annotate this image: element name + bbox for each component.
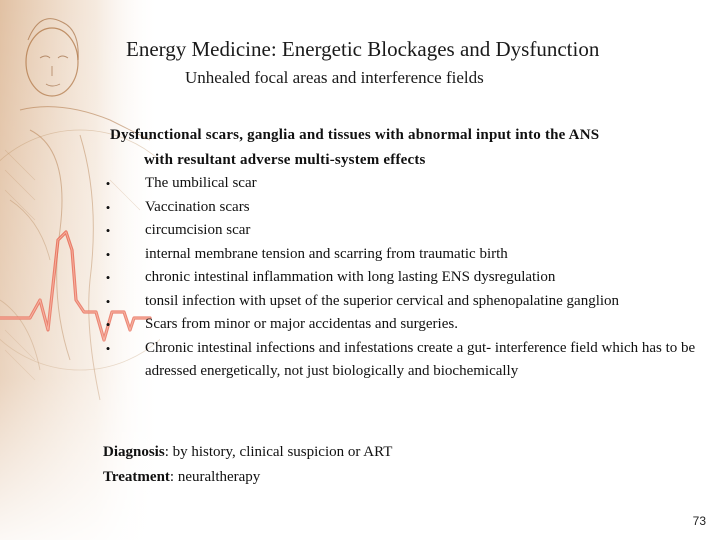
- bullet-icon: •: [105, 293, 111, 309]
- list-item: • The umbilical scar: [103, 172, 703, 196]
- treatment-line: [103, 469, 260, 486]
- bullet-icon: •: [105, 223, 111, 238]
- intro-paragraph: [110, 123, 700, 173]
- page-subtitle: Unhealed focal areas and interference fields: [185, 68, 484, 87]
- bullet-icon: •: [105, 199, 111, 215]
- diagnosis-label: Diagnosis: [103, 444, 165, 460]
- list-item: • circumcision scar: [103, 219, 703, 243]
- bullet-icon: •: [105, 317, 111, 332]
- list-item: • Chronic intestinal infections and infestations create a gut- interference field which has to be adressed energetically, not just biologically and biochemically: [103, 337, 703, 384]
- bullet-list: [103, 172, 703, 384]
- diagnosis-text: : by history, clinical suspicion or ART: [164, 444, 393, 460]
- page-title: Energy Medicine: Energetic Blockages and Dysfunction: [126, 37, 600, 61]
- list-item: • chronic intestinal inflammation with long lasting ENS dysregulation: [103, 266, 703, 290]
- intro-line-2: with resultant adverse multi-system effects: [144, 152, 426, 168]
- bullet-icon: •: [105, 176, 111, 191]
- page-number: 73: [692, 514, 706, 528]
- treatment-text: : neuraltherapy: [169, 469, 261, 485]
- treatment-label: Treatment: [103, 469, 170, 485]
- list-item: • tonsil infection with upset of the superior cervical and sphenopalatine ganglion: [103, 290, 703, 314]
- list-item: • internal membrane tension and scarring from traumatic birth: [103, 243, 703, 267]
- bullet-icon: •: [105, 246, 111, 262]
- list-item: • Scars from minor or major accidentas and surgeries.: [103, 313, 703, 337]
- list-item: • Vaccination scars: [103, 196, 703, 220]
- diagnosis-line: [103, 444, 392, 461]
- intro-line-1: Dysfunctional scars, ganglia and tissues with abnormal input into the ANS: [110, 127, 600, 143]
- bullet-icon: •: [105, 270, 111, 285]
- bullet-icon: •: [105, 340, 111, 356]
